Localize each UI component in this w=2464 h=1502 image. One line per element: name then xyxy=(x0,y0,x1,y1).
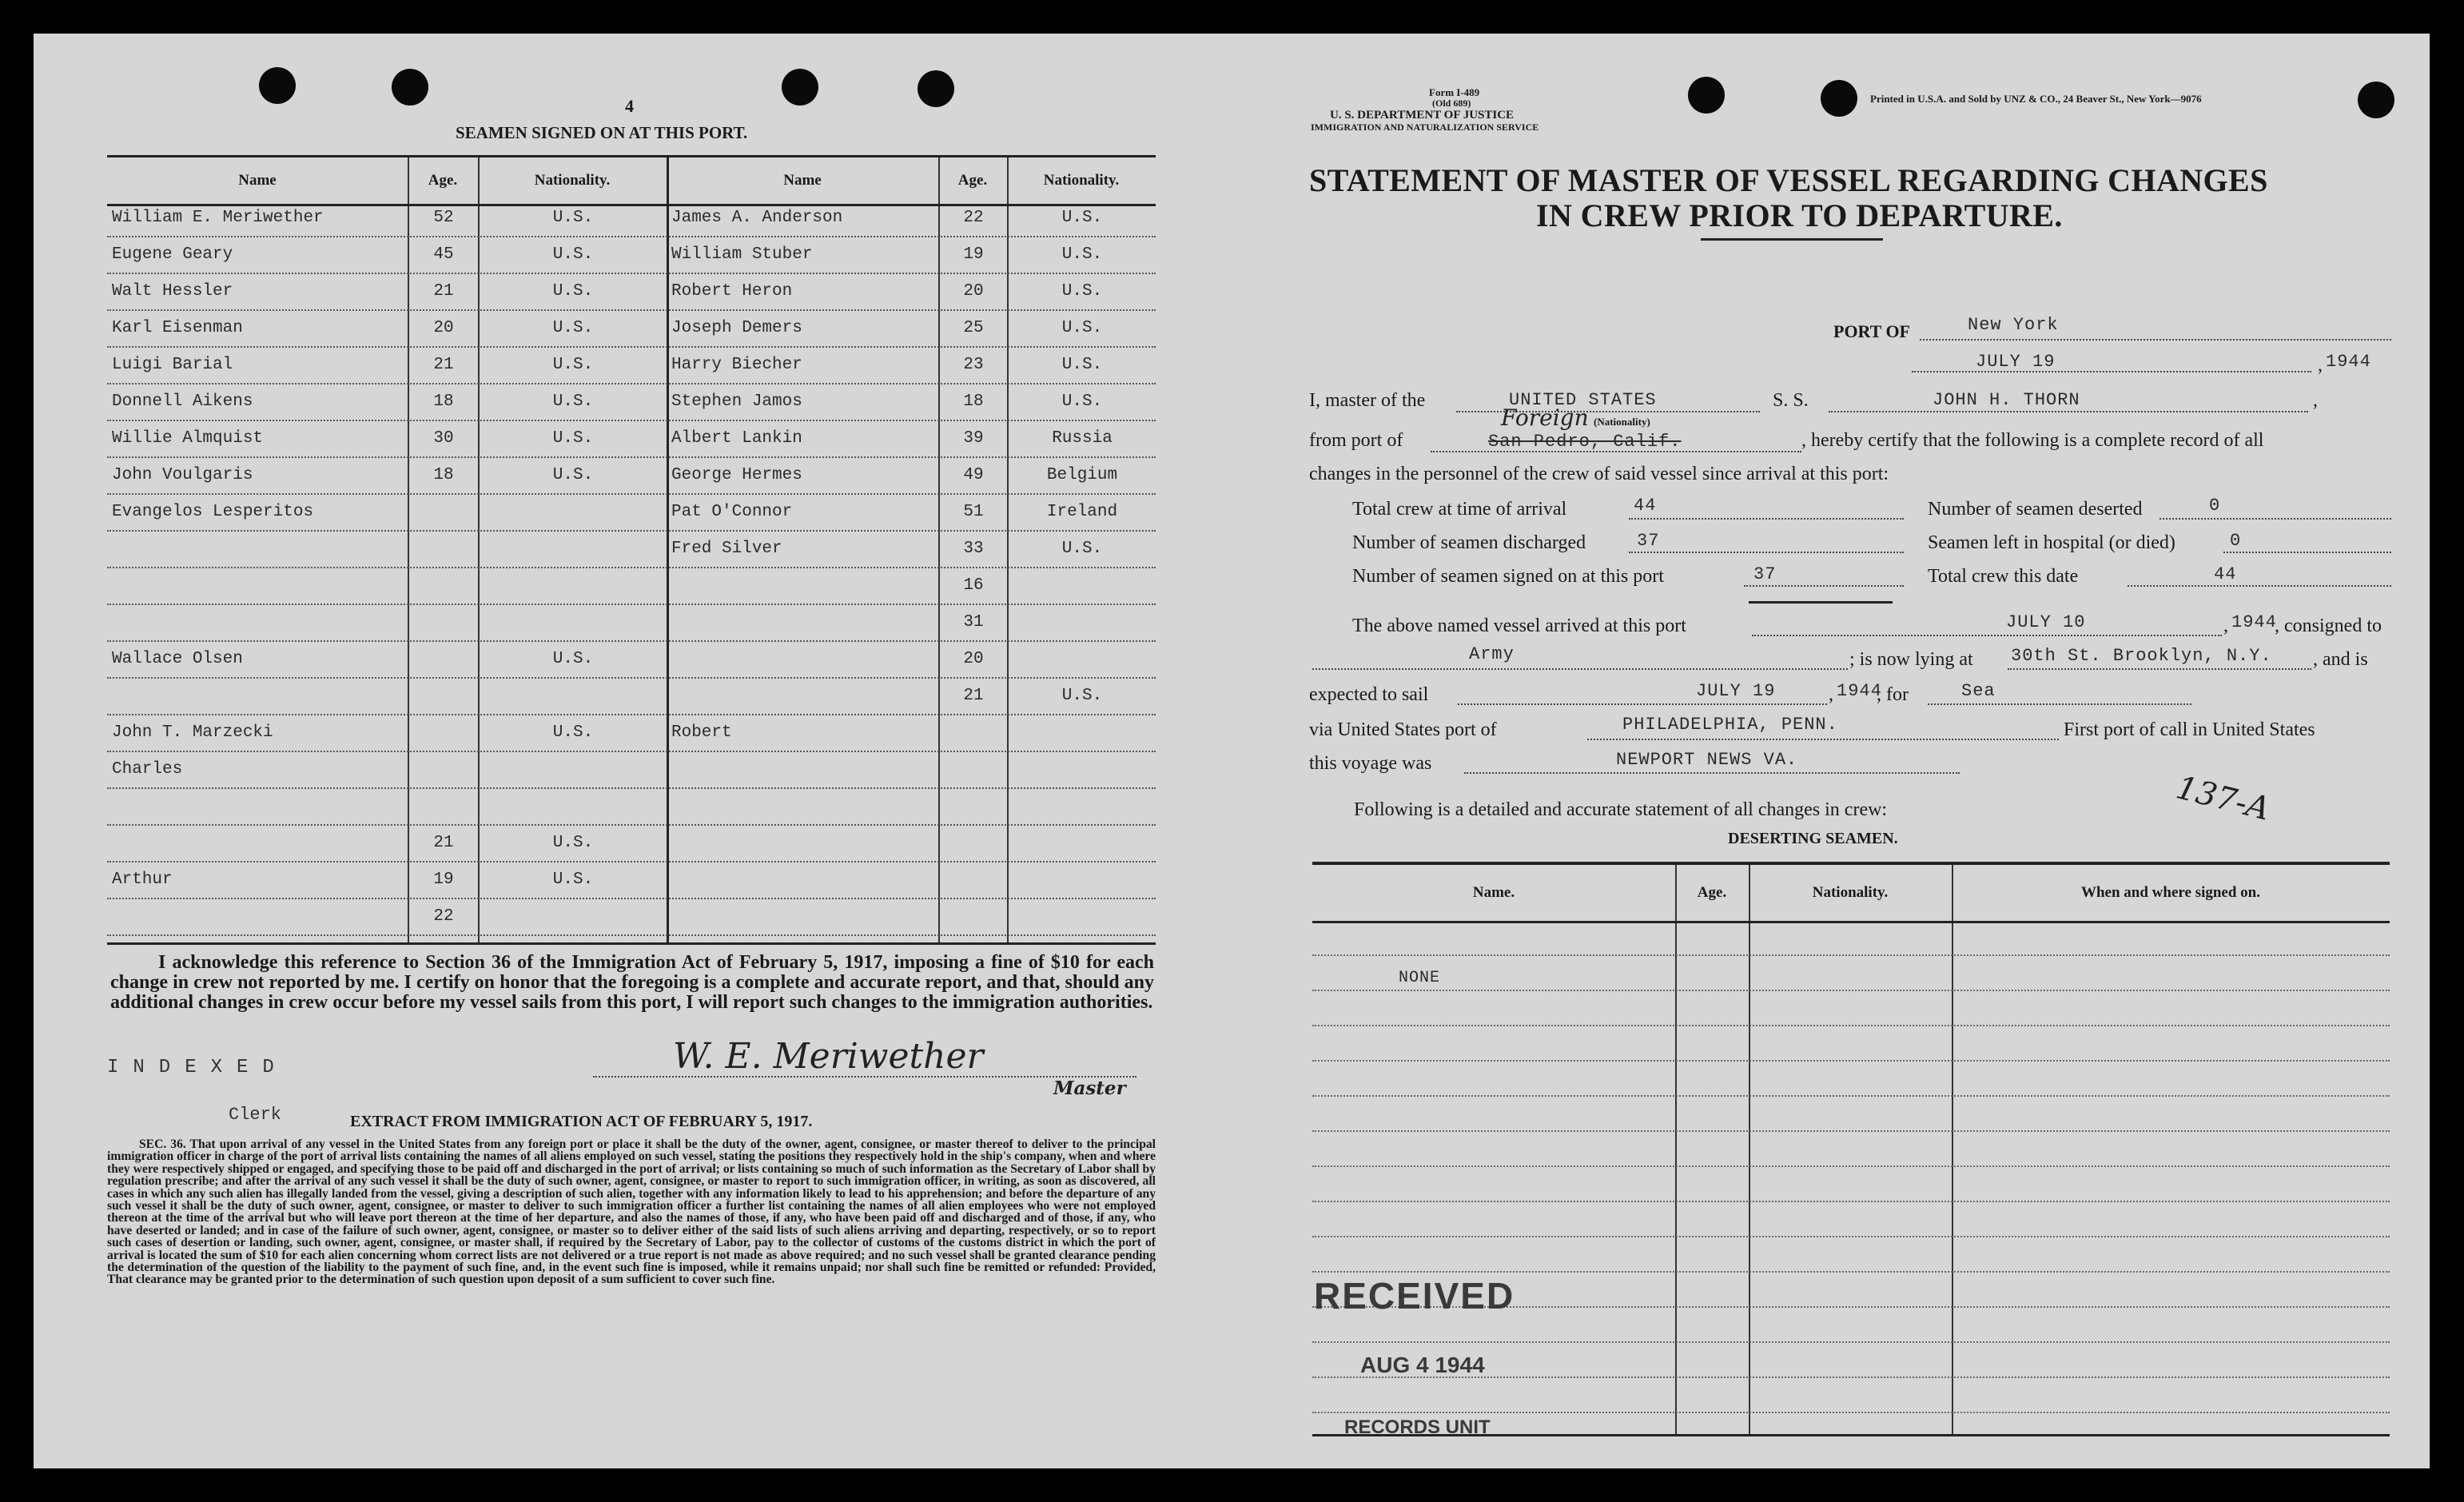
table-cell: 18 xyxy=(433,466,454,484)
table-cell: U.S. xyxy=(552,245,594,264)
table-cell: U.S. xyxy=(552,723,594,742)
table-cell: Russia xyxy=(1052,429,1113,448)
form-number: Form I-489 xyxy=(1429,86,1480,98)
from-port-value: San Pedro, Calif. xyxy=(1488,432,1682,452)
table-row xyxy=(1312,921,2390,956)
column-header: When and where signed on. xyxy=(1952,865,2390,923)
table-cell: U.S. xyxy=(552,871,594,889)
vessel-name: JOHN H. THORN xyxy=(1933,390,2080,410)
deserted-label: Number of seamen deserted xyxy=(1928,499,2143,520)
table-row xyxy=(107,608,1156,642)
deserting-seamen-table xyxy=(1312,862,2390,1436)
table-cell: Willie Almquist xyxy=(112,429,264,448)
column-header: Name xyxy=(667,157,938,206)
table-cell: Arthur xyxy=(112,871,173,889)
deserting-entry: NONE xyxy=(1399,969,1441,987)
clerk-label: Clerk xyxy=(229,1105,282,1125)
arrived-value: JULY 10 xyxy=(2006,612,2086,632)
table-row xyxy=(107,902,1156,936)
table-cell: Harry Biecher xyxy=(671,356,802,374)
table-row xyxy=(1312,1378,2390,1413)
from-port-note: Foreign xyxy=(1501,404,1589,431)
via-value: PHILADELPHIA, PENN. xyxy=(1622,715,1838,735)
arrived-year: 1944 xyxy=(2231,612,2277,632)
consignee-value: Army xyxy=(1469,644,1515,664)
voyage-value: NEWPORT NEWS VA. xyxy=(1616,750,1798,770)
column-header: Age. xyxy=(1675,865,1749,923)
table-cell: 22 xyxy=(433,907,454,926)
table-row xyxy=(1312,1237,2390,1273)
table-cell: U.S. xyxy=(1061,687,1103,705)
signed-on-value: 37 xyxy=(1753,564,1777,584)
document-sheet: 4 SEAMEN SIGNED ON AT THIS PORT. Name Age. Nationality. Name Age. Nationality. William E. Meriwether 52 U.S. James A. Anderson 22 U.S. Eugene Geary 45 U.S. William Stuber 19 U.S. Walt Hessler 21 U.S. Robert Heron 20 U.S. Karl Eisenman 20 U.S. Joseph Demers 25 U.S. Luigi Barial 21 U.S. Harry Biecher 23 U.S. Donnell Aikens 18 U.S. Stephen Jamos 18 U.S. Willie Almquist 30 U.S. Albert Lankin 39 Russia John Voulgaris 18 U.S. George Hermes 49 Belgium Evangelos Lesperitos Pat O'Connor 51 Ireland Fred Silver 33 U.S. 16 31 Wallace Olsen U.S. 20 21 U.S. John T. Marzecki U.S. Robert Charles 21 U.S. Arthur 19 U.S. 22 I acknowledge this reference to Section 36 of the Immigration Act of February 5, 1917, imposing a fine of $10 for each change in crew not reported by me. I certify on honor that the foregoing is a complete and accurate report, and that, should any additional changes in crew occur before my vessel sails from this port, I will report such changes to the immigration authorities. INDEXED Clerk W. E. Meriwether Master EXTRACT FROM IMMIGRATION ACT OF FEBRUARY 5, 1917. SEC. 36. That upon arrival of any vessel in the United States from any foreign port or place it shall be the duty of the owner, agent, consignee, or master thereof to deliver to the principal immigration officer in charge of the port of arrival lists containing the names of all aliens employed on such vessel, stating the positions they respectively hold in the ship's company, when and where they were respectively shipped or engaged, and specifying those to be paid off and discharged in the port of arrival; or lists containing so much of such information as the Secretary of Labor shall by regulation prescribe; and after the arrival of any such vessel it shall be the duty of such owner, agent, consignee, or master to report to such immigration officer, in writing, as soon as discovered, all cases in which any such alien has illegally landed from the vessel, giving a description of such alien, together with any information likely to lead to his apprehension; and before the departure of any such vessel it shall be the duty of such owner, agent, consignee, or master to deliver to such immigration officer a further list containing the names of all alien employees who were not employed thereon at the time of the arrival but who will leave port thereon at the time of her departure, and also the names of those, if any, who have been paid off and discharged and of those, if any, who have deserted or landed; and in case of the failure of such owner, agent, consignee, or master so to deliver either of the said lists of such aliens arriving and departing, respectively, or so to report such cases of desertion or landing, such owner, agent, consignee, or master shall, if required by the Secretary of Labor, pay to the collector of customs of the customs district in which the port of arrival is located the sum of $10 for each alien concerning whom correct lists are not delivered or a true report is not made as above required; and no such vessel shall be granted clearance pending the determination of the question of the liability to the payment of such fine, and, in the event such fine is imposed, while it remains unpaid; nor shall such fine be remitted or refunded: Provided, That clearance may be granted prior to the determination of such question upon deposit of a sum sufficient to cover such fine. Form I-489 (Old 689) U. S. DEPARTMENT OF JUSTICE IMMIGRATION AND NATURALIZATION SERVICE Printed in U.S.A. and Sold by UNZ & CO., 24 Beaver St., New York—9076 STATEMENT OF MASTER OF VESSEL REGARDING CHANGES IN CREW PRIOR TO DEPARTURE. PORT OF New York JULY 19 , 1944 I, master of the UNITED STATES S. S. JOHN H. THORN , (Nationality) from port of San Pedro, Calif. Foreign , hereby certify that the following is a complete record of all changes in the personnel of the crew of said vessel since arrival at this port: Total crew at time of arrival 44 Number of seamen deserted 0 Number of seamen discharged 37 Seamen left in hospital (or died) 0 Number of seamen signed on at this port 37 Total crew this date 44 The above named vessel arrived at this port JULY 10 , 1944 , consigned to Army ; is now lying at 30th St. Brooklyn, N.Y. , and is expected to sail JULY 19 , 1944 , for Sea via United States port of PHILADELPHIA, PENN. First port of call in United States this voyage was NEWPORT NEWS VA. 137-A Following is a detailed and accurate statement of all changes in crew: DESERTING SEAMEN. Name. Age. Nationality. When and where signed on. NONE RECEIVED AUG 4 1944 RECORDS UNIT xyxy=(34,34,2430,1468)
master-signature: W. E. Meriwether xyxy=(673,1036,984,1077)
department-name: U. S. DEPARTMENT OF JUSTICE xyxy=(1330,109,1515,122)
table-row xyxy=(107,866,1156,899)
first-port-label: First port of call in United States xyxy=(2064,719,2315,740)
punch-hole xyxy=(1821,80,1857,117)
punch-hole xyxy=(392,69,428,106)
column-header: Age. xyxy=(938,157,1007,206)
certify-text: , hereby certify that the following is a complete record of all xyxy=(1801,430,2264,451)
punch-hole xyxy=(782,69,818,106)
table-row xyxy=(1312,1026,2390,1062)
table-cell: Eugene Geary xyxy=(112,245,233,264)
table-row xyxy=(107,204,1156,237)
table-cell: James A. Anderson xyxy=(671,209,843,227)
column-header: Name. xyxy=(1312,865,1675,923)
extract-text: SEC. 36. That upon arrival of any vessel in the United States from any foreign port or place it shall be the duty of the owner, agent, consignee, or master thereof to deliver to the principal immigration officer in charge of the port of arrival lists containing the names of all aliens employed on such vessel, stating the positions they respectively hold in the ship's company, when and where they were respectively shipped or engaged, and specifying those to be paid off and discharged in the port of arrival; or lists containing so much of such information as the Secretary of Labor shall by regulation prescribe; and after the arrival of any such vessel it shall be the duty of such owner, agent, consignee, or master to report to such immigration officer, in writing, as soon as discovered, all cases in which any such alien has illegally landed from the vessel, giving a description of such alien, together with any information likely to lead to his apprehension; and before the departure of any such vessel it shall be the duty of such owner, agent, consignee, or master to deliver to such immigration officer a further list containing the names of all alien employees who were not employed thereon at the time of the arrival but who will leave port thereon at the time of her departure, and also the names of those, if any, who have been paid off and discharged and of those, if any, who have deserted or landed; and in case of the failure of such owner, agent, consignee, or master so to deliver either of the said lists of such aliens arriving and departing, respectively, or so to report such cases of desertion or landing, such owner, agent, consignee, or master shall, if required by the Secretary of Labor, pay to the collector of customs of the customs district in which the port of arrival is located the sum of $10 for each alien concerning whom correct lists are not delivered or a true report is not made as above required; and no such vessel shall be granted clearance pending the determination of the question of the liability to the payment of such fine, and, in the event such fine is imposed, while it remains unpaid; nor shall such fine be remitted or refunded: Provided, That clearance may be granted prior to the determination of such question upon deposit of a sum sufficient to cover such fine. xyxy=(107,1137,1156,1287)
table-row xyxy=(107,388,1156,421)
table-row xyxy=(107,719,1156,752)
table-cell: 23 xyxy=(963,356,984,374)
expected-value: JULY 19 xyxy=(1696,681,1776,701)
voyage-label: this voyage was xyxy=(1309,753,1432,774)
table-cell: Wallace Olsen xyxy=(112,650,243,668)
table-row xyxy=(1312,1132,2390,1167)
table-cell: 21 xyxy=(433,356,454,374)
table-row xyxy=(107,755,1156,789)
table-cell: Stephen Jamos xyxy=(671,392,802,411)
column-header: Nationality. xyxy=(1749,865,1952,923)
for-label: , for xyxy=(1877,684,1909,705)
table-cell: Robert Heron xyxy=(671,282,793,301)
master-label: Master xyxy=(1053,1078,1126,1099)
for-value: Sea xyxy=(1961,681,1996,701)
punch-hole xyxy=(2358,82,2394,118)
table-cell: William E. Meriwether xyxy=(112,209,324,227)
table-cell: 45 xyxy=(433,245,454,264)
table-cell: U.S. xyxy=(1061,209,1103,227)
deserted-value: 0 xyxy=(2209,496,2221,516)
table-cell: 30 xyxy=(433,429,454,448)
table-cell: U.S. xyxy=(552,282,594,301)
column-header: Nationality. xyxy=(478,157,667,206)
table-row xyxy=(1312,1167,2390,1202)
table-cell: 20 xyxy=(963,282,984,301)
table-cell: 51 xyxy=(963,503,984,521)
expected-label: expected to sail xyxy=(1309,684,1429,705)
table-row xyxy=(1312,1202,2390,1237)
total-date-label: Total crew this date xyxy=(1928,566,2079,587)
title-underline xyxy=(1701,238,1883,241)
table-cell: Belgium xyxy=(1046,466,1118,484)
total-arrival-value: 44 xyxy=(1634,496,1657,516)
table-cell: 39 xyxy=(963,429,984,448)
table-cell: U.S. xyxy=(1061,356,1103,374)
punch-hole xyxy=(1688,77,1725,114)
received-stamp: RECEIVED xyxy=(1314,1275,1515,1317)
column-header: Name xyxy=(107,157,408,206)
table-cell: U.S. xyxy=(1061,319,1103,337)
via-label: via United States port of xyxy=(1309,719,1497,740)
nationality-value: UNITED STATES xyxy=(1509,390,1657,410)
changes-text: changes in the personnel of the crew of said vessel since arrival at this port: xyxy=(1309,464,1889,484)
table-cell: U.S. xyxy=(1061,392,1103,411)
table-row xyxy=(107,241,1156,274)
table-row xyxy=(107,829,1156,863)
deserting-title: DESERTING SEAMEN. xyxy=(1728,830,1898,847)
punch-hole xyxy=(918,70,954,107)
file-note: 137-A xyxy=(2172,769,2274,828)
column-header: Nationality. xyxy=(1007,157,1156,206)
table-row xyxy=(107,792,1156,826)
table-cell: 19 xyxy=(433,871,454,889)
total-date-value: 44 xyxy=(2214,564,2237,584)
table-row xyxy=(1312,1097,2390,1132)
table-cell: 20 xyxy=(963,650,984,668)
table-cell: 22 xyxy=(963,209,984,227)
table-cell: 19 xyxy=(963,245,984,264)
hospital-value: 0 xyxy=(2230,531,2242,551)
table-cell: 21 xyxy=(433,282,454,301)
table-cell: George Hermes xyxy=(671,466,802,484)
table-cell: Pat O'Connor xyxy=(671,503,793,521)
date-value: JULY 19 xyxy=(1976,352,2056,372)
table-cell: Walt Hessler xyxy=(112,282,233,301)
ss-label: S. S. xyxy=(1773,390,1809,411)
table-cell: Robert xyxy=(671,723,732,742)
nationality-caption: (Nationality) xyxy=(1594,416,1650,428)
table-cell: William Stuber xyxy=(671,245,813,264)
from-port-label: from port of xyxy=(1309,430,1403,451)
table-row xyxy=(107,314,1156,348)
table-cell: John T. Marzecki xyxy=(112,723,273,742)
table-cell: 21 xyxy=(433,834,454,852)
table-cell: 18 xyxy=(963,392,984,411)
table-row xyxy=(107,461,1156,495)
table-cell: U.S. xyxy=(552,834,594,852)
table-row xyxy=(107,645,1156,679)
table-cell: 33 xyxy=(963,540,984,558)
service-name: IMMIGRATION AND NATURALIZATION SERVICE xyxy=(1311,122,1539,133)
discharged-value: 37 xyxy=(1637,531,1660,551)
table-cell: Fred Silver xyxy=(671,540,782,558)
table-cell: Evangelos Lesperitos xyxy=(112,503,314,521)
consigned-label: , consigned to xyxy=(2275,616,2382,636)
lying-label: ; is now lying at xyxy=(1849,649,1973,670)
form-title-line-2: IN CREW PRIOR TO DEPARTURE. xyxy=(1536,197,2063,233)
table-row xyxy=(107,351,1156,384)
table-cell: John Voulgaris xyxy=(112,466,253,484)
expected-year: 1944 xyxy=(1837,681,1882,701)
total-arrival-label: Total crew at time of arrival xyxy=(1352,499,1567,520)
hospital-label: Seamen left in hospital (or died) xyxy=(1928,532,2175,553)
table-cell: 49 xyxy=(963,466,984,484)
table-cell: U.S. xyxy=(552,209,594,227)
table-cell: 31 xyxy=(963,613,984,631)
table-cell: U.S. xyxy=(552,356,594,374)
table-cell: U.S. xyxy=(552,392,594,411)
table-row xyxy=(107,498,1156,532)
table-cell: 20 xyxy=(433,319,454,337)
left-title: SEAMEN SIGNED ON AT THIS PORT. xyxy=(456,123,748,142)
table-cell: U.S. xyxy=(1061,282,1103,301)
form-old-number: (Old 689) xyxy=(1432,98,1471,109)
lying-value: 30th St. Brooklyn, N.Y. xyxy=(2011,646,2272,666)
discharged-label: Number of seamen discharged xyxy=(1352,532,1586,553)
table-row xyxy=(1312,956,2390,991)
table-cell: U.S. xyxy=(1061,540,1103,558)
following-text: Following is a detailed and accurate statement of all changes in crew: xyxy=(1354,799,1888,820)
column-header: Age. xyxy=(408,157,478,206)
year-value: 1944 xyxy=(2326,352,2371,372)
table-cell: U.S. xyxy=(552,466,594,484)
form-title-line-1: STATEMENT OF MASTER OF VESSEL REGARDING CHANGES xyxy=(1309,162,2268,198)
table-row xyxy=(107,535,1156,568)
table-cell: 16 xyxy=(963,576,984,595)
table-row xyxy=(107,277,1156,311)
table-cell: U.S. xyxy=(552,319,594,337)
table-cell: U.S. xyxy=(552,650,594,668)
received-date-stamp: AUG 4 1944 xyxy=(1360,1353,1485,1377)
master-of-label: I, master of the xyxy=(1309,390,1426,411)
table-cell: 21 xyxy=(963,687,984,705)
indexed-stamp: INDEXED xyxy=(107,1057,289,1078)
table-row xyxy=(107,424,1156,458)
table-cell: Joseph Demers xyxy=(671,319,802,337)
seamen-signed-on-table xyxy=(107,155,1156,945)
signed-on-label: Number of seamen signed on at this port xyxy=(1352,566,1664,587)
table-cell: Albert Lankin xyxy=(671,429,802,448)
table-cell: 18 xyxy=(433,392,454,411)
acknowledgement-text: I acknowledge this reference to Section 36 of the Immigration Act of February 5, 1917, imposing a fine of $10 for each change in crew not reported by me. I certify on honor that the foregoing is a complete and accurate report, and that, should any additional changes in crew occur before my vessel sails from this port, I will report such changes to the immigration authorities. xyxy=(110,952,1154,1013)
table-cell: Donnell Aikens xyxy=(112,392,253,411)
table-cell: Luigi Barial xyxy=(112,356,233,374)
table-cell: 25 xyxy=(963,319,984,337)
page-number: 4 xyxy=(625,96,634,116)
table-row xyxy=(1312,1062,2390,1097)
table-cell: Ireland xyxy=(1046,503,1118,521)
port-of-value: New York xyxy=(1968,315,2059,335)
table-cell: U.S. xyxy=(552,429,594,448)
printer-note: Printed in U.S.A. and Sold by UNZ & CO., 24 Beaver St., New York—9076 xyxy=(1870,93,2202,105)
table-cell: 52 xyxy=(433,209,454,227)
table-row xyxy=(1312,991,2390,1026)
table-row xyxy=(107,682,1156,715)
extract-title: EXTRACT FROM IMMIGRATION ACT OF FEBRUARY 5, 1917. xyxy=(350,1113,813,1130)
punch-hole xyxy=(259,67,296,104)
records-unit-stamp: RECORDS UNIT xyxy=(1344,1416,1491,1438)
port-of-label: PORT OF xyxy=(1833,321,1910,341)
table-cell: U.S. xyxy=(1061,245,1103,264)
table-cell: Karl Eisenman xyxy=(112,319,243,337)
and-is-label: , and is xyxy=(2313,649,2368,670)
table-row xyxy=(107,572,1156,605)
arrived-label: The above named vessel arrived at this port xyxy=(1352,616,1686,636)
table-cell: Charles xyxy=(112,760,183,779)
